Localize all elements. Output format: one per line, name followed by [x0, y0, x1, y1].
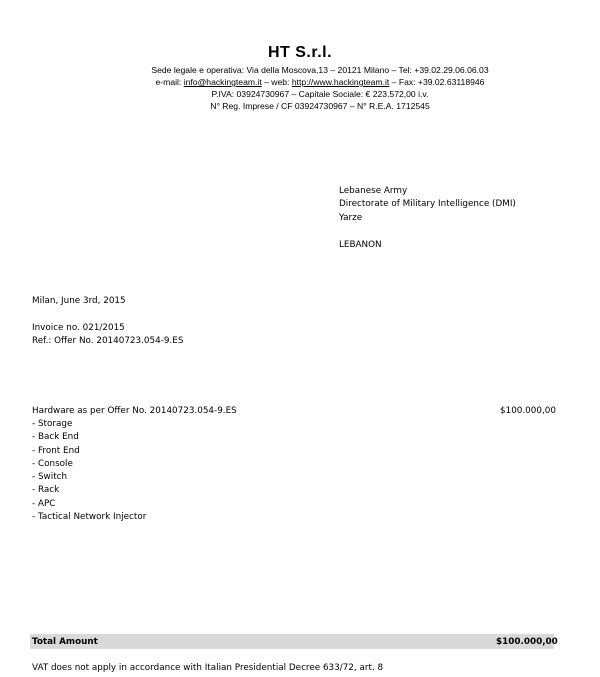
recipient-block [339, 185, 516, 225]
date-line: Milan, June 3rd, 2015 [32, 296, 126, 306]
line-item-amount: $100.000,00 [500, 406, 556, 416]
list-item: - Back End [32, 432, 79, 443]
company-contact-line [0, 76, 600, 88]
email-link[interactable]: info@hackingteam.it [183, 77, 262, 87]
recipient-line: Yarze [339, 212, 363, 223]
invoice-reference: Ref.: Offer No. 20140723.054-9.ES [32, 336, 184, 346]
line-item-description: Hardware as per Offer No. 20140723.054-9.ES [32, 406, 237, 416]
list-item: - Rack [32, 485, 60, 496]
list-item: - Storage [32, 419, 73, 429]
company-vat: P.IVA: 03924730967 – Capitale Sociale: € 223.572,00 i.v. [211, 89, 429, 99]
recipient-line: Directorate of Military Intelligence (DMI) [339, 199, 516, 210]
vat-note: VAT does not apply in accordance with Italian Presidential Decree 633/72, art. 8 [32, 663, 384, 673]
company-address: Sede legale e operativa: Via della Moscova,13 – 20121 Milano – Tel: +39.02.29.06.06.03 [151, 65, 489, 75]
recipient-country: LEBANON [339, 240, 382, 250]
list-item: - Tactical Network Injector [32, 512, 147, 523]
list-item: - APC [32, 498, 56, 509]
email-prefix: e-mail: [155, 77, 184, 87]
recipient-line: Lebanese Army [339, 186, 408, 196]
list-item: - Switch [32, 472, 68, 483]
company-name: HT S.r.l. [267, 44, 333, 61]
total-bar [30, 634, 554, 649]
component-list [32, 418, 146, 524]
web-link[interactable]: http://www.hackingteam.it [291, 77, 390, 87]
total-value: $100.000,00 [496, 637, 558, 647]
invoice-number: Invoice no. 021/2015 [32, 323, 125, 333]
list-item: - Console [32, 458, 73, 469]
total-label: Total Amount [32, 637, 98, 647]
list-item: - Front End [32, 445, 80, 456]
company-registry: N° Reg. Imprese / CF 03924730967 – N° R.E.A. 1712545 [210, 101, 430, 111]
fax-number: – Fax: +39.02.63118946 [389, 77, 485, 87]
web-prefix: – web: [261, 77, 292, 87]
